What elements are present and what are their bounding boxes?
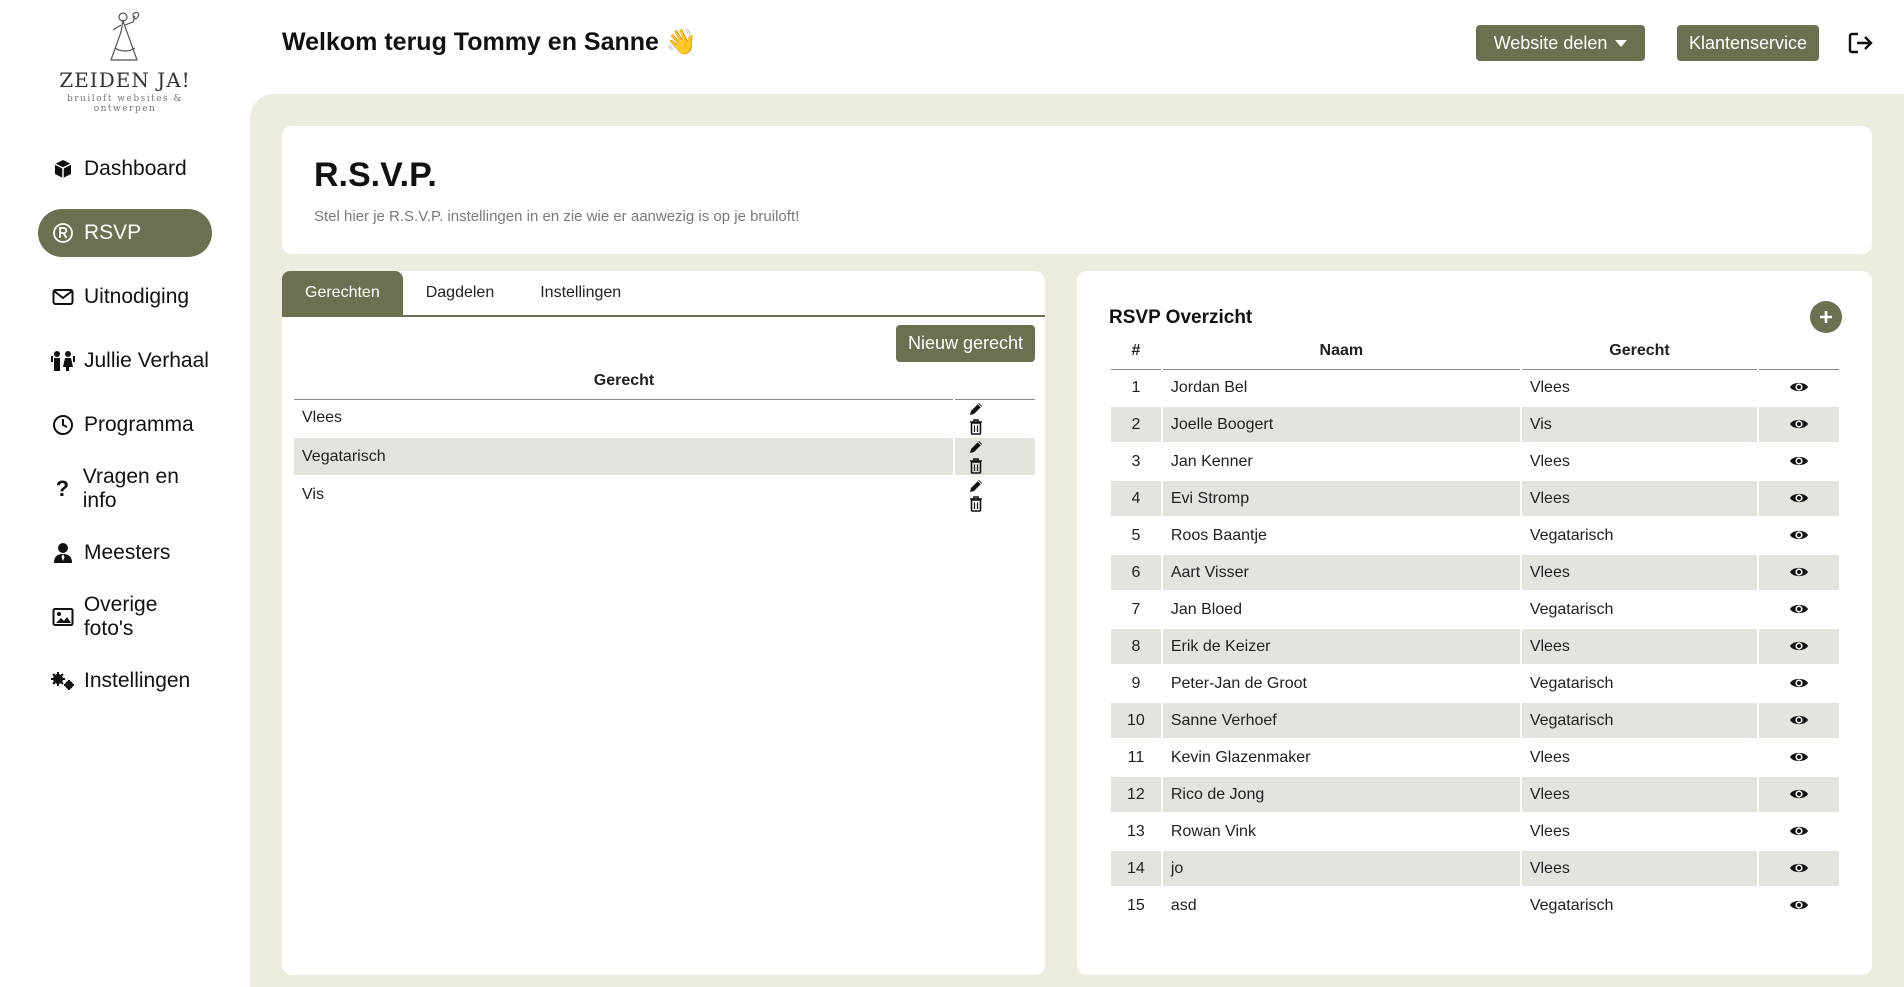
guest-name: Jordan Bel: [1163, 370, 1520, 407]
sidebar-item-label: Jullie Verhaal: [84, 349, 209, 372]
table-row: [1111, 851, 1839, 888]
guest-name: jo: [1163, 851, 1520, 888]
guest-name: Evi Stromp: [1163, 481, 1520, 518]
eye-icon[interactable]: [1789, 417, 1809, 431]
brand-title: ZEIDEN JA!: [59, 68, 191, 92]
eye-icon[interactable]: [1789, 639, 1809, 653]
brand-subtitle: bruiloft websites & ontwerpen: [66, 94, 184, 114]
edit-icon[interactable]: [967, 438, 985, 456]
sidebar-item-vragen-en-info[interactable]: [38, 465, 212, 513]
column-header-gerecht: Gerecht: [1522, 333, 1757, 370]
rsvp-overview-card: [1077, 271, 1872, 975]
guest-number: 7: [1111, 592, 1161, 629]
guest-name: Rowan Vink: [1163, 814, 1520, 851]
guest-dish: Vlees: [1522, 370, 1757, 407]
column-header-actions: [1759, 333, 1839, 370]
guest-number: 5: [1111, 518, 1161, 555]
share-website-label: Website delen: [1493, 32, 1608, 53]
table-row: [1111, 481, 1839, 518]
customer-service-label: Klantenservice: [1688, 32, 1808, 53]
guest-name: Jan Kenner: [1163, 444, 1520, 481]
welcome-heading: Welkom terug Tommy en Sanne 👋: [282, 28, 698, 56]
rsvp-table-body: [1111, 370, 1839, 925]
sidebar-item-label: Vragen en info: [82, 465, 179, 512]
tab-gerechten[interactable]: Gerechten: [282, 271, 403, 315]
guest-dish: Vlees: [1522, 481, 1757, 518]
guest-dish: Vegatarisch: [1522, 666, 1757, 703]
sidebar-nav: [38, 145, 212, 721]
page-subtitle: Stel hier je R.S.V.P. instellingen in en zie wie er aanwezig is op je bruiloft!: [314, 208, 800, 225]
guest-number: 12: [1111, 777, 1161, 814]
eye-icon[interactable]: [1789, 824, 1809, 838]
table-row: [1111, 407, 1839, 444]
guest-number: 4: [1111, 481, 1161, 518]
brand-logo[interactable]: [34, 8, 216, 114]
guest-number: 14: [1111, 851, 1161, 888]
sidebar-item-overige-fotos[interactable]: [38, 593, 212, 641]
sidebar-item-rsvp[interactable]: [38, 209, 212, 257]
dishes-card: [282, 271, 1045, 975]
sidebar-item-programma[interactable]: [38, 401, 212, 449]
trash-icon[interactable]: [967, 457, 985, 475]
guest-number: 3: [1111, 444, 1161, 481]
guest-dish: Vlees: [1522, 629, 1757, 666]
eye-icon[interactable]: [1789, 750, 1809, 764]
tab-instellingen[interactable]: Instellingen: [540, 284, 622, 301]
guest-name: Kevin Glazenmaker: [1163, 740, 1520, 777]
edit-icon[interactable]: [967, 400, 985, 418]
clock-icon: [50, 413, 76, 437]
share-website-button[interactable]: [1476, 25, 1645, 61]
table-row: [1111, 629, 1839, 666]
envelope-icon: [50, 285, 76, 309]
table-row: [1111, 814, 1839, 851]
customer-service-button[interactable]: [1677, 25, 1819, 61]
table-row: [1111, 666, 1839, 703]
sidebar-item-uitnodiging[interactable]: [38, 273, 212, 321]
guest-dish: Vegatarisch: [1522, 703, 1757, 740]
edit-icon[interactable]: [967, 477, 985, 495]
guest-dish: Vlees: [1522, 814, 1757, 851]
sidebar-item-dashboard[interactable]: [38, 145, 212, 193]
eye-icon[interactable]: [1789, 491, 1809, 505]
column-header-actions: [954, 363, 1035, 400]
table-row: [294, 476, 1035, 514]
bride-logo-icon: [97, 8, 153, 66]
table-row: [1111, 703, 1839, 740]
dish-name: Vis: [294, 476, 954, 514]
guest-dish: Vegatarisch: [1522, 518, 1757, 555]
guest-number: 13: [1111, 814, 1161, 851]
eye-icon[interactable]: [1789, 602, 1809, 616]
guest-name: Sanne Verhoef: [1163, 703, 1520, 740]
guest-number: 11: [1111, 740, 1161, 777]
question-icon: ?: [55, 476, 70, 501]
sidebar-item-instellingen[interactable]: [38, 657, 212, 705]
table-row: [1111, 370, 1839, 407]
trash-icon[interactable]: [967, 418, 985, 436]
sidebar-item-label: Uitnodiging: [84, 285, 190, 308]
plus-icon: [1818, 309, 1834, 325]
eye-icon[interactable]: [1789, 380, 1809, 394]
tab-dagdelen[interactable]: Dagdelen: [425, 284, 495, 301]
guest-number: 15: [1111, 888, 1161, 925]
sidebar-item-label: Programma: [84, 413, 194, 436]
guest-number: 1: [1111, 370, 1161, 407]
sidebar: [0, 0, 250, 987]
eye-icon[interactable]: [1789, 676, 1809, 690]
guest-name: Peter-Jan de Groot: [1163, 666, 1520, 703]
eye-icon[interactable]: [1789, 898, 1809, 912]
table-row: [1111, 777, 1839, 814]
sidebar-item-meesters[interactable]: [38, 529, 212, 577]
dishes-table: [294, 363, 1035, 515]
guest-dish: Vlees: [1522, 444, 1757, 481]
sidebar-item-label: RSVP: [84, 221, 142, 244]
guest-number: 2: [1111, 407, 1161, 444]
cube-icon: [50, 157, 76, 181]
guest-dish: Vlees: [1522, 851, 1757, 888]
sidebar-item-label: Dashboard: [84, 157, 187, 180]
table-row: [1111, 444, 1839, 481]
sidebar-item-label: Meesters: [84, 541, 171, 564]
eye-icon[interactable]: [1789, 528, 1809, 542]
table-row: [1111, 555, 1839, 592]
table-row: [294, 437, 1035, 475]
user-tie-icon: [50, 541, 76, 565]
guest-name: Joelle Boogert: [1163, 407, 1520, 444]
guest-name: Aart Visser: [1163, 555, 1520, 592]
guest-number: 9: [1111, 666, 1161, 703]
guest-dish: Vlees: [1522, 555, 1757, 592]
page-title: R.S.V.P.: [314, 156, 437, 194]
table-row: [1111, 518, 1839, 555]
eye-icon[interactable]: [1789, 861, 1809, 875]
image-icon: [50, 605, 76, 629]
guest-dish: Vlees: [1522, 740, 1757, 777]
guest-dish: Vegatarisch: [1522, 592, 1757, 629]
guest-number: 10: [1111, 703, 1161, 740]
guest-name: Rico de Jong: [1163, 777, 1520, 814]
eye-icon[interactable]: [1789, 787, 1809, 801]
add-guest-button[interactable]: [1810, 301, 1842, 333]
rsvp-table: [1109, 333, 1841, 925]
dishes-tabs: [282, 271, 1045, 317]
rsvp-overview-title: RSVP Overzicht: [1109, 307, 1253, 328]
guest-name: Roos Baantje: [1163, 518, 1520, 555]
column-header-number: #: [1111, 333, 1161, 370]
new-dish-button[interactable]: Nieuw gerecht: [896, 325, 1035, 362]
logout-icon[interactable]: [1848, 31, 1874, 55]
table-row: [1111, 740, 1839, 777]
dish-name: Vlees: [294, 400, 954, 438]
guest-name: Erik de Keizer: [1163, 629, 1520, 666]
eye-icon[interactable]: [1789, 565, 1809, 579]
content-area: [250, 94, 1904, 987]
trash-icon[interactable]: [967, 495, 985, 513]
table-row: [294, 400, 1035, 438]
table-row: [1111, 888, 1839, 925]
guest-number: 6: [1111, 555, 1161, 592]
sidebar-item-label: Instellingen: [84, 669, 191, 692]
gears-icon: [50, 669, 76, 693]
sidebar-item-jullie-verhaal[interactable]: [38, 337, 212, 385]
guest-name: Jan Bloed: [1163, 592, 1520, 629]
eye-icon[interactable]: [1789, 454, 1809, 468]
column-header-naam: Naam: [1163, 333, 1520, 370]
couple-icon: [50, 349, 76, 373]
table-row: [1111, 592, 1839, 629]
column-header-gerecht: Gerecht: [294, 363, 954, 400]
sidebar-item-label: Overige foto's: [83, 593, 158, 640]
guest-dish: Vlees: [1522, 777, 1757, 814]
guest-number: 8: [1111, 629, 1161, 666]
caret-down-icon: [1615, 40, 1627, 47]
registered-icon: [50, 221, 76, 245]
dish-name: Vegatarisch: [294, 437, 954, 475]
guest-dish: Vis: [1522, 407, 1757, 444]
eye-icon[interactable]: [1789, 713, 1809, 727]
page-header-card: [282, 126, 1872, 254]
guest-name: asd: [1163, 888, 1520, 925]
guest-dish: Vegatarisch: [1522, 888, 1757, 925]
